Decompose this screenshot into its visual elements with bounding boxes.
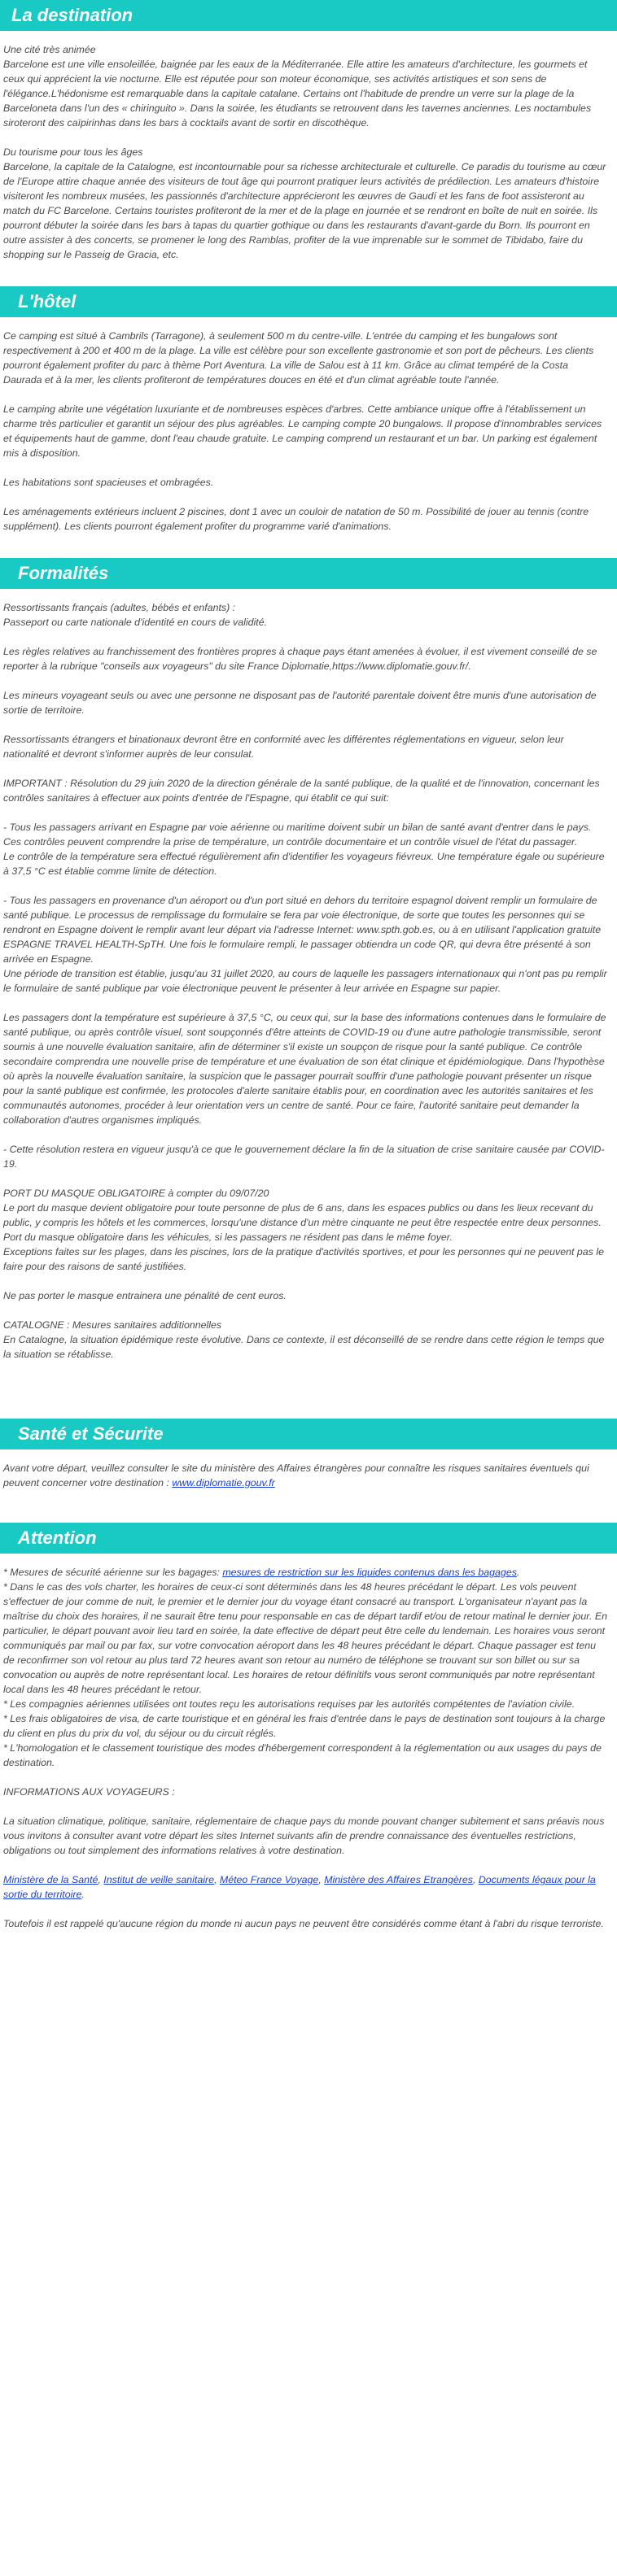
destination-paragraph-1: Une cité très animée Barcelone est une ville ensoleillée, baignée par les eaux de la Méditerranée. Elle attire les amateurs d'architecture, les gourmets et ceux qui apprécient la vie nocturne. Elle est réputée pour son moteur économique, ses activités artistiques et son sens de l'élégance.L'hédonisme est remarquable dans la capitale catalane. Certains ont l'habitude de prendre un verre sur la plage de la Barceloneta dans l'un des « chiringuito ». Dans la soirée, les étudiants se retrouvent dans les tavernes anciennes. Les noctambules siroteront des caïpirinhas dans les bars à cocktails avant de sortir en discothèque. <box>3 44 592 129</box>
sante-body <box>0 1449 617 1515</box>
link-ministere-sante[interactable]: Ministère de la Santé <box>3 1874 98 1885</box>
formalites-paragraph-8: Les passagers dont la température est supérieure à 37,5 °C, ou ceux qui, sur la base des informations contenues dans le formulaire de santé publique, ou après contrôle visuel, sont soupçonnés d'être atteints de COVID-19 ou d'une autre pathologie transmissible, seront soumis à une nouvelle évaluation sanitaire, afin de déterminer s'il existe un soupçon de risque pour la santé publique. Ce contrôle secondaire comprendra une nouvelle prise de température et une évaluation de son état clinique et épidémiologique. Dans l'hypothèse où après la nouvelle évaluation sanitaire, la suspicion que le passager pourrait souffrir d'une pathologie pouvant présenter un risque pour la santé publique est confirmée, les protocoles d'alerte sanitaire établis pour, en coordination avec les autorités sanitaires et les communautés autonomes, procéder à leur orientation vers un centre de santé. Pour ce faire, l'autorité sanitaire peut demander la collaboration d'autres organismes impliqués. <box>3 1012 606 1126</box>
formalites-paragraph-1: Ressortissants français (adultes, bébés et enfants) : Passeport ou carte nationale d'identité en cours de validité. <box>3 602 268 628</box>
formalites-paragraph-4: Ressortissants étrangers et binationaux devront être en conformité avec les différentes réglementations en vigueur, selon leur nationalité et devront s'informer auprès de leur consulat. <box>3 734 564 760</box>
attention-info-text: La situation climatique, politique, sanitaire, réglementaire de chaque pays du monde pouvant changer subitement et sans préavis nous vous invitons à consulter avant votre départ les sites Internet suivants afin de prendre connaissance des éventuelles restrictions, obligations ou tout simplement des informations relatives à votre destination. <box>3 1815 605 1856</box>
spacer <box>0 1515 617 1523</box>
section-title-hotel: L'hôtel <box>0 286 617 317</box>
section-title-destination: La destination <box>0 0 617 31</box>
link-meteo-france-voyage[interactable]: Méteo France Voyage <box>219 1874 319 1885</box>
hotel-paragraph-4: Les aménagements extérieurs incluent 2 piscines, dont 1 avec un couloir de natation de 50 m. Possibilité de jouer au tennis (contre supplément). Les clients pourront également profiter du programme varié d'animations. <box>3 506 589 532</box>
hotel-paragraph-3: Les habitations sont spacieuses et ombragées. <box>3 477 214 488</box>
sante-paragraph <box>3 1461 609 1490</box>
formalites-paragraph-9: - Cette résolution restera en vigueur jusqu'à ce que le gouvernement déclare la fin de la situation de crise sanitaire causée par COVID-19. <box>3 1144 605 1170</box>
formalites-paragraph-12: CATALOGNE : Mesures sanitaires additionnelles En Catalogne, la situation épidémique reste évolutive. Dans ce contexte, il est déconseillé de se rendre dans cette région le temps que la situation se rétablisse. <box>3 1319 605 1360</box>
link-institut-veille-sanitaire[interactable]: Institut de veille sanitaire <box>103 1874 214 1885</box>
formalites-paragraph-6: - Tous les passagers arrivant en Espagne par voie aérienne ou maritime doivent subir un bilan de santé avant d'entrer dans le pays. Ces contrôles peuvent comprendre la prise de température, un contrôle documentaire et un contrôle visuel de l'état du passager. Le contrôle de la température sera effectué régulièrement afin d'identifier les voyageurs fiévreux. Une température égale ou supérieure à 37,5 °C est établie comme limite de détection. <box>3 822 605 877</box>
attention-final: Toutefois il est rappelé qu'aucune région du monde ni aucun pays ne peuvent être considérés comme étant à l'abri du risque terroriste. <box>3 1918 604 1929</box>
formalites-paragraph-5: IMPORTANT : Résolution du 29 juin 2020 de la direction générale de la santé publique, de la qualité et de l'innovation, concernant les contrôles sanitaires à effectuer aux points d'entrée de l'Espagne, qui établit ce qui suit: <box>3 778 600 804</box>
liquids-restriction-link[interactable]: mesures de restriction sur les liquides contenus dans les bagages <box>222 1567 517 1578</box>
link-ministere-affaires-etrangeres[interactable]: Ministère des Affaires Etrangères <box>324 1874 473 1885</box>
destination-body <box>0 31 617 286</box>
formalites-paragraph-3: Les mineurs voyageant seuls ou avec une personne ne disposant pas de l'autorité parentale doivent être munis d'une autorisation de sortie de territoire. <box>3 690 597 716</box>
formalites-body <box>0 589 617 1386</box>
attention-vols-paragraph: * Dans le cas des vols charter, les horaires de ceux-ci sont déterminés dans les 48 heures précédant le départ. Les vols peuvent s'effectuer de jour comme de nuit, le premier et le dernier jour du voyage étant consacré au transport. L'organisateur n'ayant pas la maîtrise du choix des horaires, il ne saurait être tenu pour responsable en cas de départ tardif et/ou de retour matinal le dernier jour. En particulier, le départ pouvant avoir lieu tard en soirée, la date effective de départ peut être celle du lendemain. Les horaires vous seront communiqués par mail ou par fax, sur votre convocation aéroport dans les 48 heures précédant le départ. Chaque passager est tenu de reconfirmer son vol retour au plus tard 72 heures avant son retour au numéro de téléphone se trouvant sur son billet ou sur sa convocation ou auprès de notre représentant local. Les horaires de retour définitifs vous seront communiqués par notre représentant local dans les 48 heures précédant le retour. * Les compagnies aériennes utilisées ont toutes reçu les autorisations requises par les autorités compétentes de l'aviation civile. * Les frais obligatoires de visa, de carte touristique et en général les frais d'entrée dans le pays de destination sont toujours à la charge du client en plus du prix du vol, du séjour ou du circuit réglés. * L'homologation et le classement touristique des modes d'hébergement correspondent à la réglementation ou aux usages du pays de destination. <box>3 1581 608 1768</box>
formalites-paragraph-2: Les règles relatives au franchissement des frontières propres à chaque pays étant amenées à évoluer, il est vivement conseillé de se reporter à la rubrique "conseils aux voyageurs" du site France Diplomatie,https://www.diplomatie.gouv.fr/. <box>3 646 597 672</box>
link-separator: , <box>98 1874 104 1885</box>
sante-text: Avant votre départ, veuillez consulter le site du ministère des Affaires étrangères pour connaître les risques sanitaires éventuels qui peuvent concerner votre destination : <box>3 1462 589 1489</box>
attention-info-title: INFORMATIONS AUX VOYAGEURS : <box>3 1786 175 1798</box>
destination-paragraph-2: Du tourisme pour tous les âges Barcelone, la capitale de la Catalogne, est incontournable pour sa richesse architecturale et culturelle. Ce paradis du tourisme au cœur de l'Europe attire chaque année des visiteurs de tout âge qui pourront pratiquer leurs activités de prédilection. Les amateurs d'histoire visiteront les nombreux musées, les passionnés d'architecture apprécieront les œuvres de Gaudí et les fans de foot assisteront au match du FC Barcelone. Certains touristes profiteront de la mer et de la plage en journée et se rendront en boîte de nuit en soirée. Ils pourront débuter la soirée dans les bars à tapas du quartier gothique ou dans les restaurants d'avant-garde du Born. Ils pourront en outre assister à des concerts, se promener le long des Ramblas, profiter de la vue imprenable sur le sommet de Tibidabo, faire du shopping sur le Passeig de Gracia, etc. <box>3 146 606 260</box>
formalites-paragraph-7: - Tous les passagers en provenance d'un aéroport ou d'un port situé en dehors du territoire espagnol doivent remplir un formulaire de santé publique. Le processus de remplissage du formulaire se fera par voie électronique, de sorte que toutes les personnes qui se rendront en Espagne doivent le remplir avant leur départ via l'adresse Internet: www.spth.gob.es, ou à en utilisant l'application gratuite ESPAGNE TRAVEL HEALTH-SpTH. Une fois le formulaire rempli, le passager obtiendra un code QR, qui devra être présenté à son arrivée en Espagne. Une période de transition est établie, jusqu'au 31 juillet 2020, au cours de laquelle les passagers internationaux qui n'ont pas pu remplir le formulaire de santé publique par voie électronique peuvent le présenter à leur arrivée en Espagne sur papier. <box>3 895 607 994</box>
spacer <box>0 1386 617 1419</box>
link-separator: , <box>318 1874 325 1885</box>
hotel-paragraph-1: Ce camping est situé à Cambrils (Tarragone), à seulement 500 m du centre-ville. L'entrée du camping et les bungalows sont respectivement à 200 et 400 m de la plage. La ville est célèbre pour son excellente gastronomie et son port de pêcheurs. Les clients pourront également profiter du parc à thème Port Aventura. La ville de Salou est à 11 km. Grâce au climat tempéré de la Costa Daurada et à la mer, les clients profiteront de températures douces en été et d'un climat agréable toute l'année. <box>3 330 594 386</box>
hotel-paragraph-2: Le camping abrite une végétation luxuriante et de nombreuses espèces d'arbres. Cette ambiance unique offre à l'établissement un charme très particulier et garantit un séjour des plus agréables. Le camping compte 20 bungalows. Il propose d'innombrables services et équipements haut de gamme, dont l'eau chaude gratuite. Le camping comprend un restaurant et un bar. Un parking est également mis à disposition. <box>3 403 602 459</box>
link-documents-legaux[interactable]: Documents légaux pour la sortie du territoire <box>3 1874 596 1900</box>
attention-bagages <box>3 1565 609 1580</box>
diplomatie-link[interactable]: www.diplomatie.gouv.fr <box>172 1477 275 1489</box>
link-separator: , <box>472 1874 479 1885</box>
bagages-suffix: . <box>516 1567 520 1578</box>
attention-body <box>0 1554 617 1941</box>
section-title-sante: Santé et Sécurite <box>0 1419 617 1449</box>
hotel-body <box>0 317 617 558</box>
link-separator: , <box>213 1874 220 1885</box>
attention-links <box>3 1872 609 1902</box>
section-title-attention: Attention <box>0 1523 617 1554</box>
section-title-formalites: Formalités <box>0 558 617 589</box>
bagages-prefix: * Mesures de sécurité aérienne sur les bagages: <box>3 1567 223 1578</box>
formalites-paragraph-10: PORT DU MASQUE OBLIGATOIRE à compter du 09/07/20 Le port du masque devient obligatoire pour toute personne de plus de 6 ans, dans les espaces publics ou dans les lieux recevant du public, y compris les hôtels et les commerces, lorsqu'une distance d'un mètre cinquante ne peut être respectée entre deux personnes. Port du masque obligatoire dans les véhicules, si les passagers ne résident pas dans le même foyer. Exceptions faites sur les plages, dans les piscines, lors de la pratique d'activités sportives, et pour les personnes qui ne peuvent pas le faire pour des raisons de santé justifiées. <box>3 1188 604 1272</box>
links-end: . <box>81 1889 85 1900</box>
formalites-paragraph-11: Ne pas porter le masque entrainera une pénalité de cent euros. <box>3 1290 287 1301</box>
